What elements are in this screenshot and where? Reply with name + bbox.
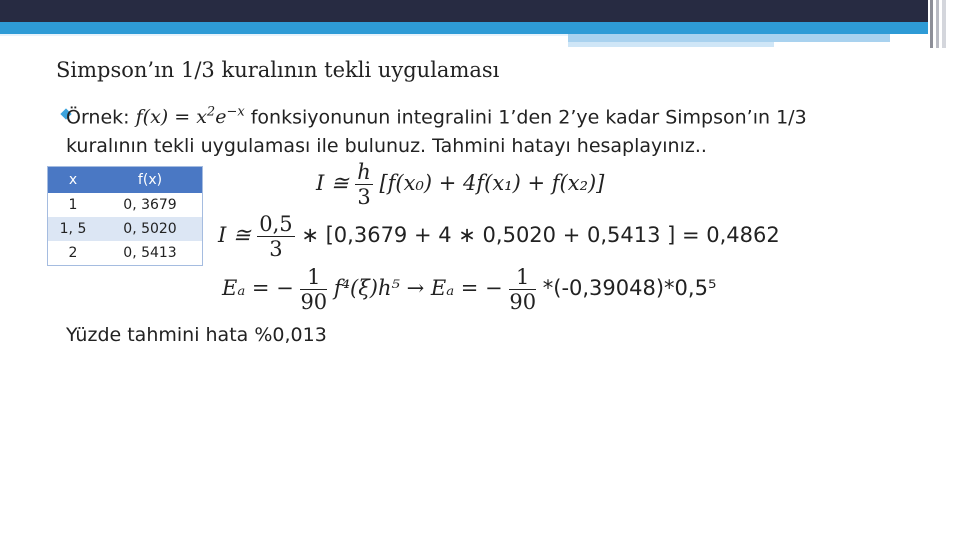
edge-stripe (942, 0, 946, 48)
top-banner-dark (0, 0, 928, 22)
top-banner-blue (0, 22, 928, 34)
table-row: 1, 5 0, 5020 (48, 217, 203, 241)
top-banner-light (568, 34, 890, 42)
equation-simpson: I ≅ $\frac{h}{3}$ [f(x₀) + 4f(x₁) + f(x₂)] (316, 160, 605, 209)
equation-error-estimate: Eₐ = − $\frac{1}{90}$ f⁴(ξ)h⁵ → Eₐ = − $\frac{1}{90}$ *(-0,39048)*0,5⁵ (222, 265, 717, 314)
slide-title: Simpson’ın 1/3 kuralının tekli uygulaması (56, 58, 500, 82)
table-header-x: x (48, 167, 99, 194)
percent-error-text: Yüzde tahmini hata %0,013 (66, 324, 327, 346)
edge-stripe (930, 0, 933, 48)
problem-statement (66, 98, 866, 161)
table-header-fx: f(x) (98, 167, 203, 194)
equation-substitution: I ≅ $\frac{0,5}{3}$ ∗ [0,3679 + 4 ∗ 0,5020 + 0,5413 ] = 0,4862 (218, 212, 780, 261)
edge-stripe (936, 0, 939, 48)
table-row: 2 0, 5413 (48, 241, 203, 266)
top-banner-thin (0, 34, 568, 36)
top-banner-light-2 (568, 42, 774, 47)
values-table (47, 166, 203, 266)
table-row: 1 0, 3679 (48, 193, 203, 217)
problem-text: fonksiyonunun integralini 1’den 2’ye kadar Simpson’ın 1/3 kuralının tekli uygulaması ile bulunuz. Tahmini hatayı hesaplayınız.. (66, 106, 807, 158)
function-definition: $f(x) = x^2e^{-x}$ (135, 105, 245, 129)
problem-label: Örnek: (66, 106, 130, 129)
